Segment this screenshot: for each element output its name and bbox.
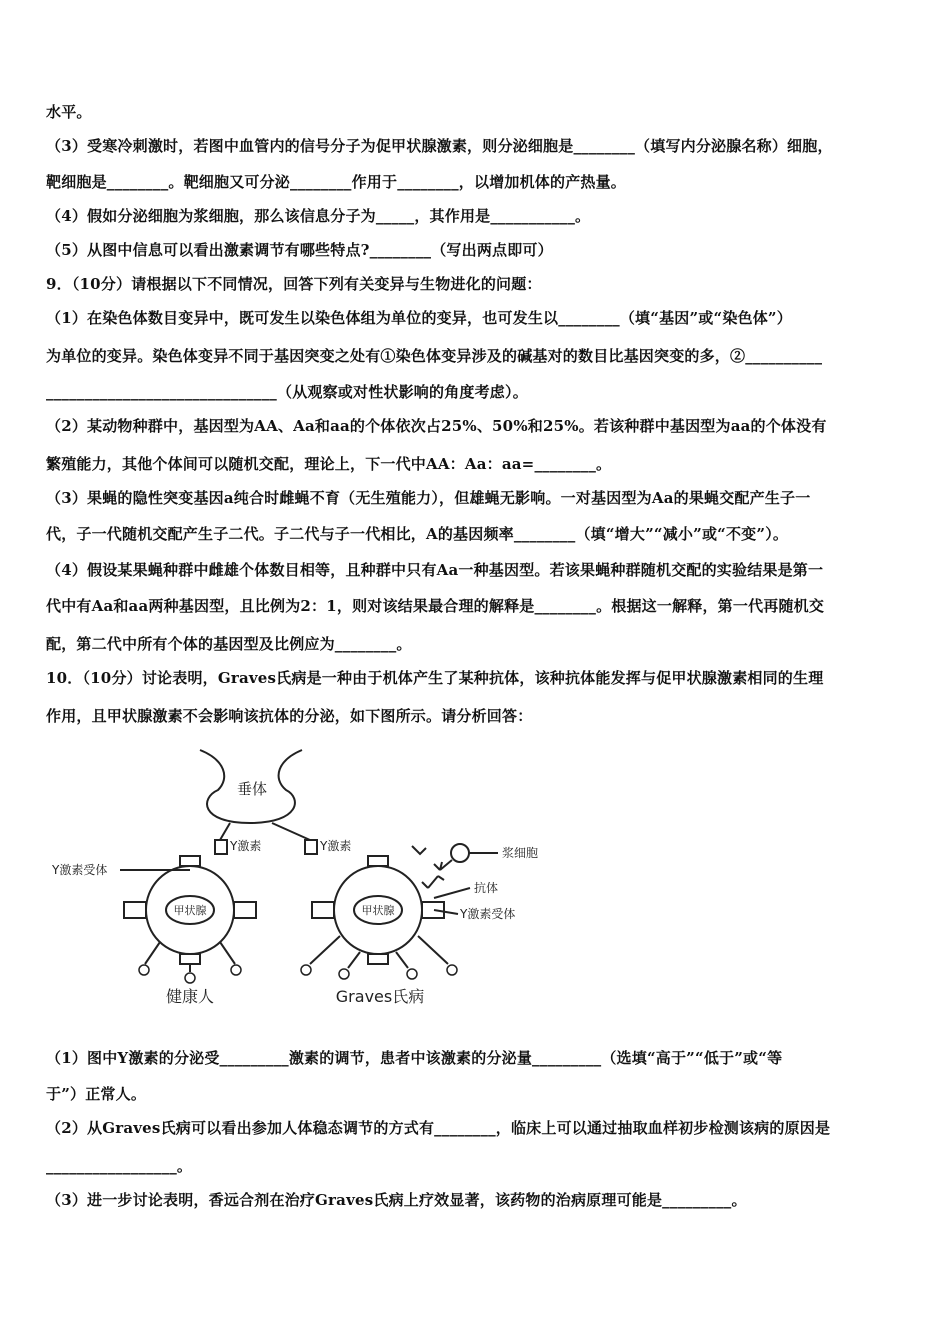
question-9-heading: 9．（10分）请根据以下不同情况，回答下列有关变异与生物进化的问题： xyxy=(46,275,542,293)
text-line-22: _________________。 xyxy=(46,1157,193,1175)
text-line-20: 于”）正常人。 xyxy=(46,1085,147,1103)
text-line-8: 为单位的变异。染色体变异不同于基因突变之处有①染色体变异涉及的碱基对的数目比基因突变的多，②__________ xyxy=(46,347,823,365)
text-line-3: 靶细胞是________。靶细胞又可分泌________作用于________，以增加机体的产热量。 xyxy=(46,173,627,191)
text-line-23: （3）进一步讨论表明，香远合剂在治疗Graves氏病上疗效显著，该药物的治病原理可能是_________。 xyxy=(46,1191,747,1209)
text-line-10: （2）某动物种群中，基因型为AA、Aa和aa的个体依次占25%、50%和25%。若该种群中基因型为aa的个体没有 xyxy=(46,417,827,435)
y-hormone-vial-right xyxy=(305,840,317,854)
text-line-19: （1）图中Y激素的分泌受_________激素的调节，患者中该激素的分泌量_________（选填“高于”“低于”或“等 xyxy=(46,1049,783,1067)
plasma-cell-label: 浆细胞 xyxy=(502,846,539,860)
text-line-12: （3）果蝇的隐性突变基因a纯合时雌蝇不育（无生殖能力），但雄蝇无影响。一对基因型为Aa的果蝇交配产生子一 xyxy=(46,489,811,507)
caption-healthy: 健康人 xyxy=(165,987,215,1006)
text-line-18: 作用，且甲状腺激素不会影响该抗体的分泌，如下图所示。请分析回答： xyxy=(46,707,533,725)
text-line-7: （1）在染色体数目变异中，既可发生以染色体组为单位的变异，也可发生以________（填“基因”或“染色体”） xyxy=(46,309,792,327)
text-line-4: （4）假如分泌细胞为浆细胞，那么该信息分子为_____，其作用是___________。 xyxy=(46,207,591,225)
text-line-13: 代，子一代随机交配产生子二代。子二代与子一代相比，A的基因频率________（填“增大”“减小”或“不变”）。 xyxy=(46,525,789,543)
text-line-11: 繁殖能力，其他个体间可以随机交配，理论上，下一代中AA：Aa：aa=________。 xyxy=(46,455,612,473)
plasma-cell xyxy=(451,844,469,862)
thyroid-label-left: 甲状腺 xyxy=(173,904,207,917)
y-hormone-label-left: Y激素 xyxy=(230,839,262,853)
text-line-1: 水平。 xyxy=(46,103,92,121)
receptor-label-right: Y激素受体 xyxy=(460,907,516,921)
text-line-9: ______________________________（从观察或对性状影响的角度考虑）。 xyxy=(46,383,528,401)
text-line-16: 配，第二代中所有个体的基因型及比例应为________。 xyxy=(46,635,412,653)
text-line-21: （2）从Graves氏病可以看出参加人体稳态调节的方式有________，临床上可以通过抽取血样初步检测该病的原因是 xyxy=(46,1119,831,1137)
graves-diagram xyxy=(40,738,580,1018)
question-10-heading: 10．（10分）讨论表明，Graves氏病是一种由于机体产生了某种抗体，该种抗体能发挥与促甲状腺激素相同的生理 xyxy=(46,669,824,687)
thyroid-label-right: 甲状腺 xyxy=(361,904,395,917)
antibody-label: 抗体 xyxy=(474,881,499,895)
y-hormone-vial-left xyxy=(215,840,227,854)
text-line-2: （3）受寒冷刺激时，若图中血管内的信号分子为促甲状腺激素，则分泌细胞是________（填写内分泌腺名称）细胞， xyxy=(46,137,833,155)
text-line-15: 代中有Aa和aa两种基因型，且比例为2：1，则对该结果最合理的解释是________。根据这一解释，第一代再随机交 xyxy=(46,597,825,615)
pituitary-label: 垂体 xyxy=(236,780,268,798)
y-hormone-label-right: Y激素 xyxy=(320,839,352,853)
text-line-14: （4）假设某果蝇种群中雌雄个体数目相等，且种群中只有Aa一种基因型。若该果蝇种群随机交配的实验结果是第一 xyxy=(46,561,824,579)
caption-graves: Graves氏病 xyxy=(335,987,425,1006)
text-line-5: （5）从图中信息可以看出激素调节有哪些特点?________（写出两点即可） xyxy=(46,241,553,259)
receptor-label-left: Y激素受体 xyxy=(52,863,108,877)
